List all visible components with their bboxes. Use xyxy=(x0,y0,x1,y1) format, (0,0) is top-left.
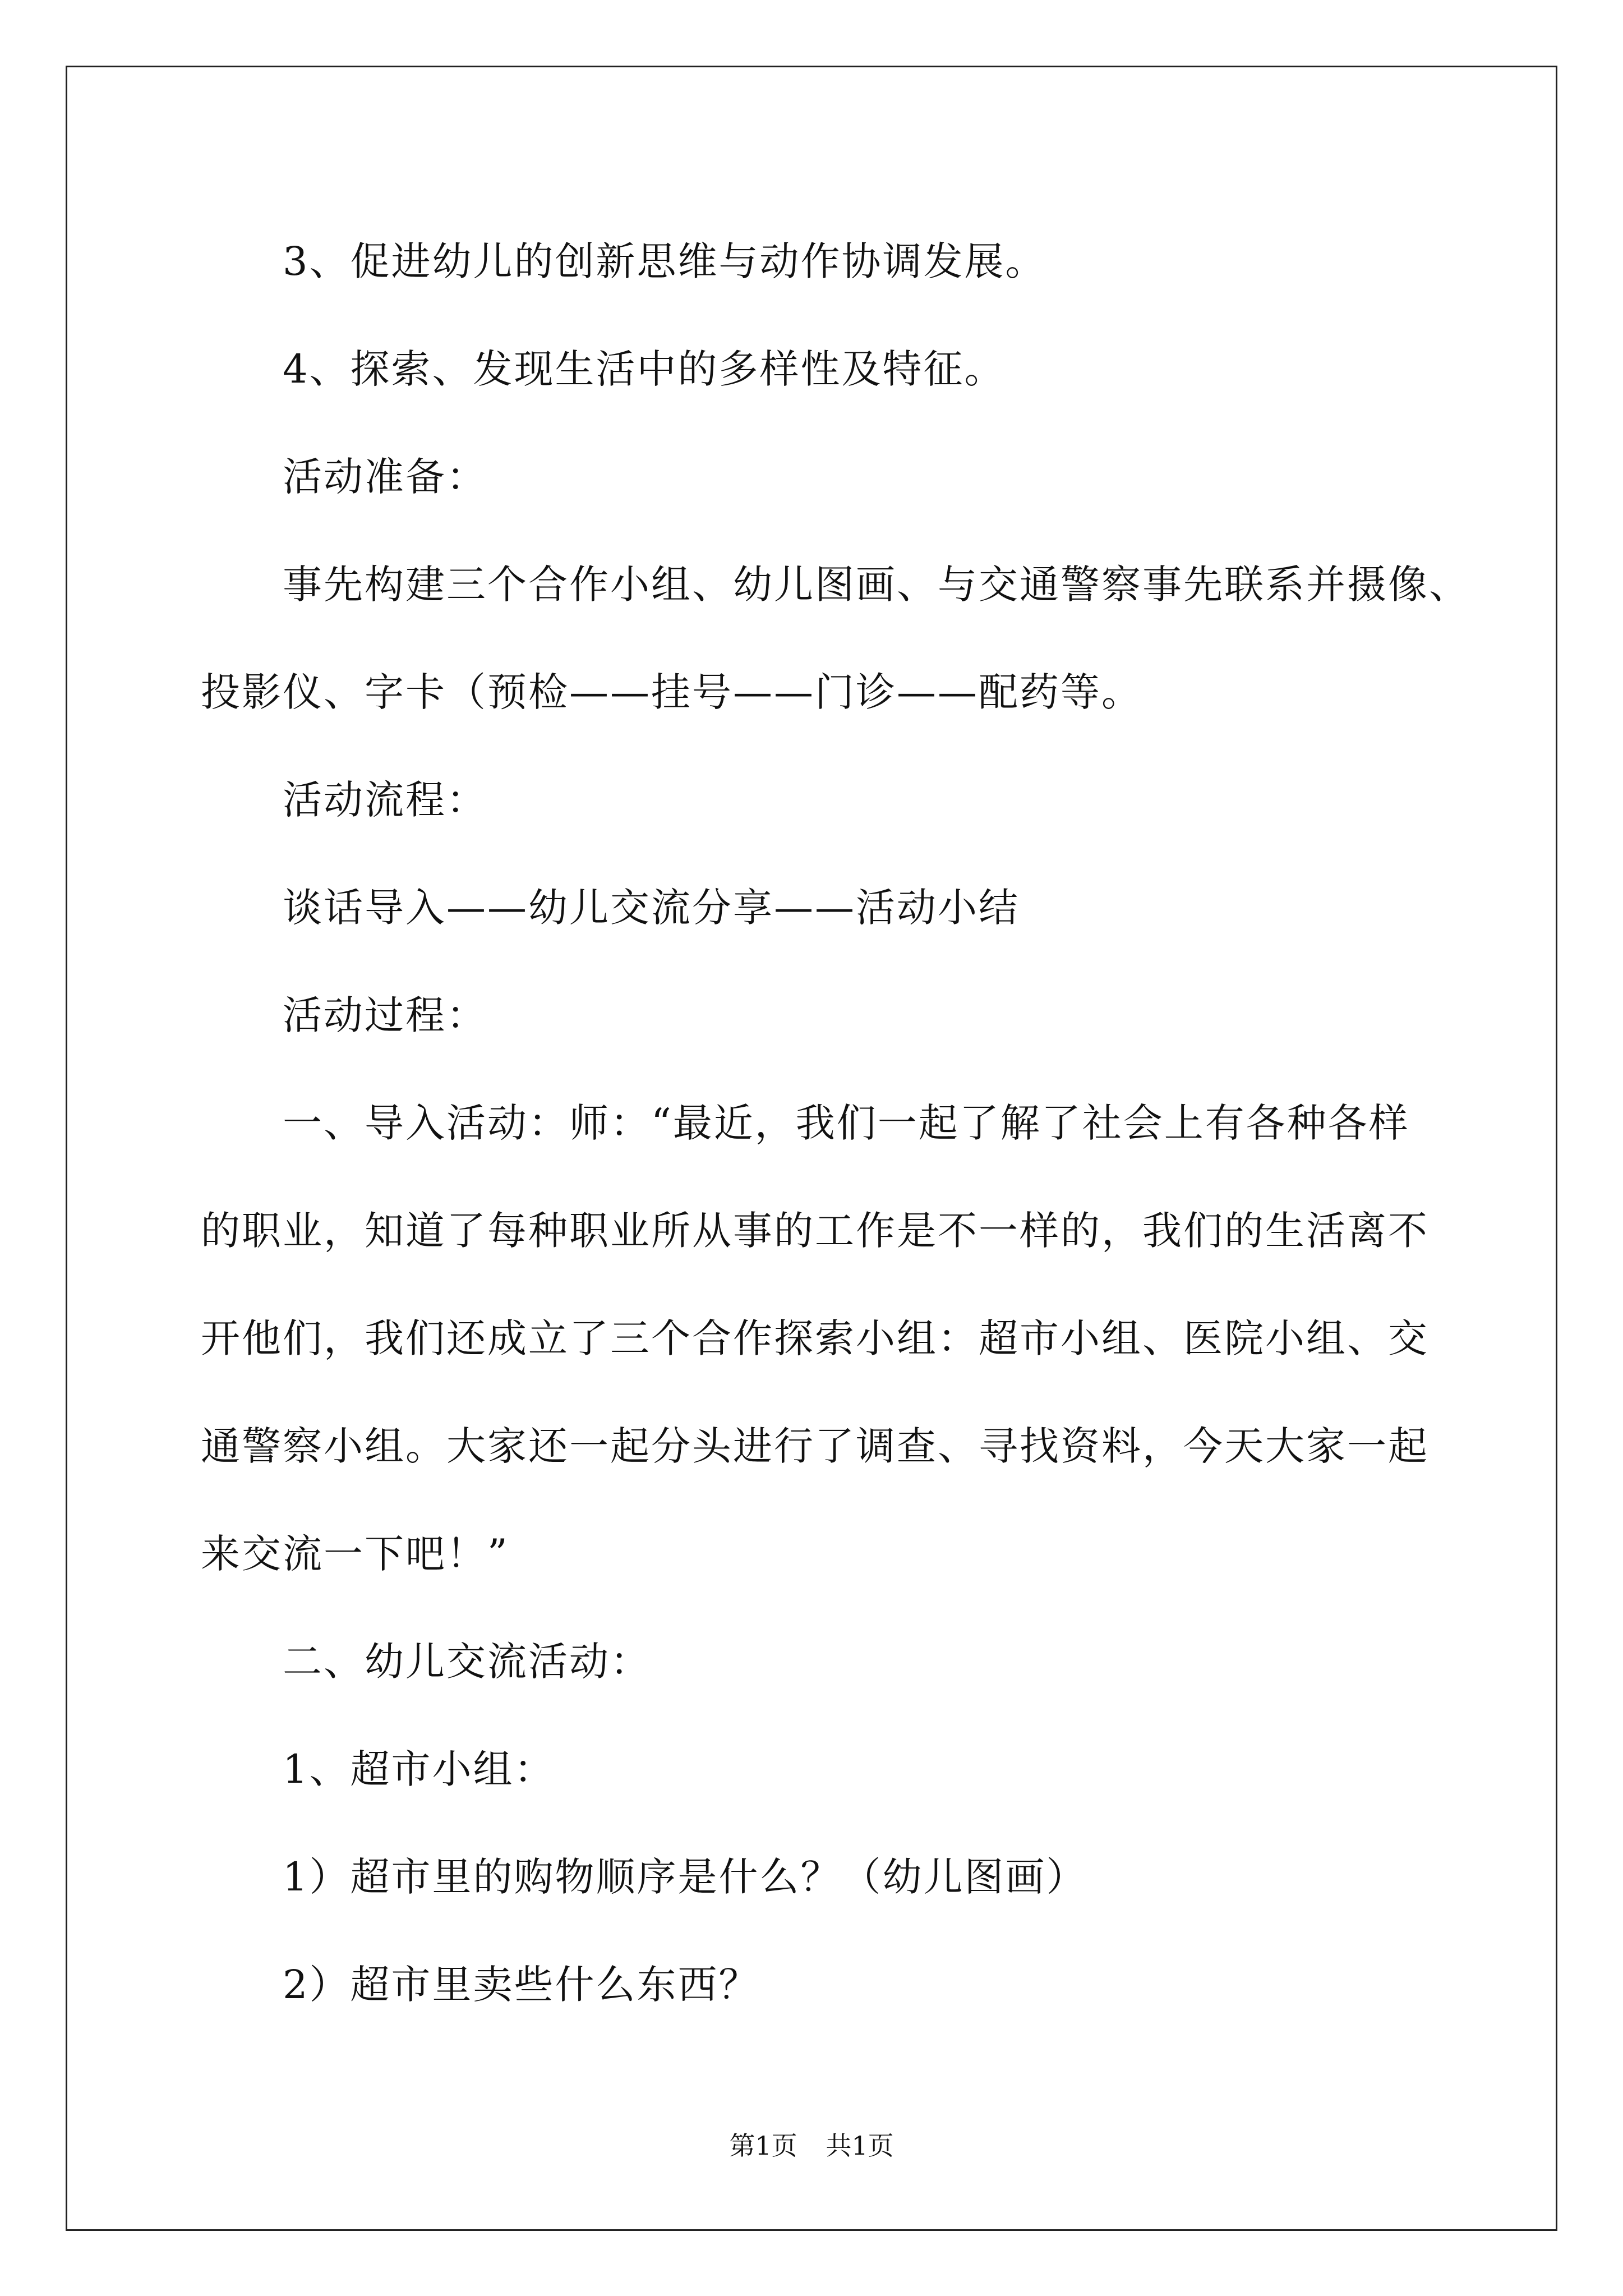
paragraph: 3、促进幼儿的创新思维与动作协调发展。 xyxy=(283,238,1046,284)
paragraph: 投影仪、字卡（预检——挂号——门诊——配药等。 xyxy=(201,669,1142,715)
paragraph: 事先构建三个合作小组、幼儿图画、与交通警察事先联系并摄像、 xyxy=(283,562,1470,608)
paragraph: 来交流一下吧！” xyxy=(201,1531,509,1577)
page-footer xyxy=(0,2129,1623,2162)
paragraph: 活动流程： xyxy=(283,777,487,823)
paragraph: 1）超市里的购物顺序是什么？（幼儿图画） xyxy=(283,1854,1087,1900)
paragraph: 4、探索、发现生活中的多样性及特征。 xyxy=(283,346,1006,392)
paragraph: 活动准备： xyxy=(283,454,487,500)
paragraph: 开他们，我们还成立了三个合作探索小组：超市小组、医院小组、交 xyxy=(201,1315,1429,1361)
document-body xyxy=(201,208,1470,2039)
paragraph: 1、超市小组： xyxy=(283,1746,555,1792)
paragraph: 的职业，知道了每种职业所从事的工作是不一样的，我们的生活离不 xyxy=(201,1208,1429,1254)
page-number: 第1页 xyxy=(729,2131,797,2161)
page-total: 共1页 xyxy=(826,2131,894,2161)
paragraph: 一、导入活动：师：“最近，我们一起了解了社会上有各种各样 xyxy=(283,1100,1410,1146)
paragraph: 活动过程： xyxy=(283,992,487,1038)
paragraph: 谈话导入——幼儿交流分享——活动小结 xyxy=(283,885,1020,931)
paragraph: 2）超市里卖些什么东西？ xyxy=(283,1962,760,2008)
paragraph: 二、幼儿交流活动： xyxy=(283,1639,651,1685)
paragraph: 通警察小组。大家还一起分头进行了调查、寻找资料，今天大家一起 xyxy=(201,1423,1429,1469)
